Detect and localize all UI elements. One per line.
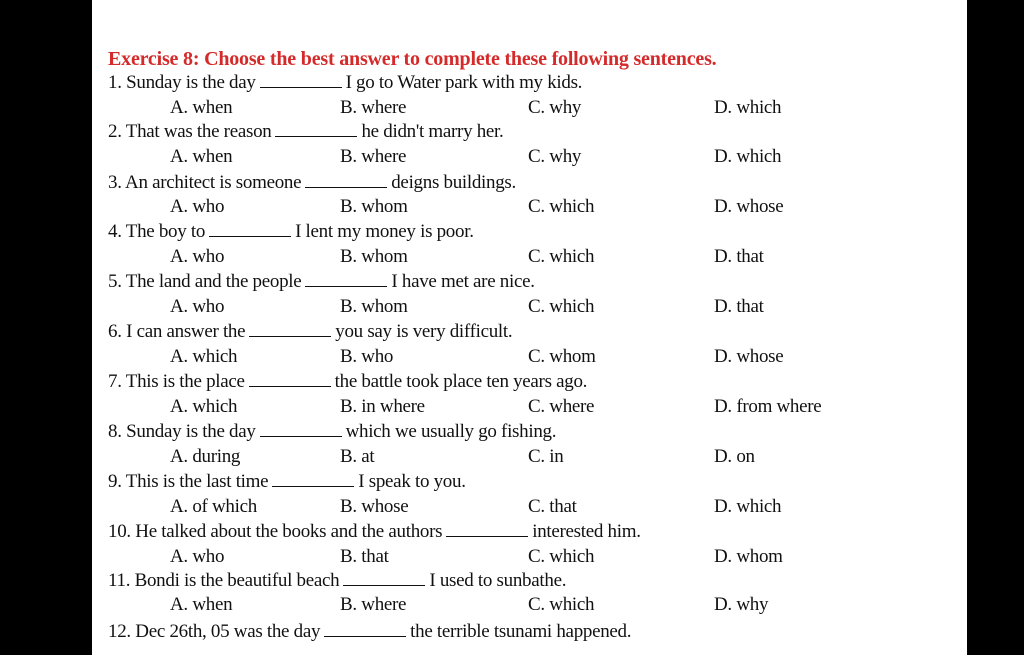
option-b: B. whose	[340, 496, 409, 517]
question-6	[108, 321, 512, 343]
question-text-before: 2. That was the reason	[108, 121, 272, 142]
option-d: D. that	[714, 246, 764, 267]
question-9	[108, 471, 466, 493]
question-text-after: you say is very difficult.	[335, 321, 513, 342]
option-a: A. of which	[170, 496, 257, 517]
answer-blank	[272, 485, 354, 487]
question-text-before: 3. An architect is someone	[108, 172, 302, 193]
option-a: A. when	[170, 146, 233, 167]
option-d: D. whose	[714, 196, 784, 217]
question-8	[108, 421, 556, 443]
option-d: D. from where	[714, 396, 822, 417]
option-a: A. who	[170, 296, 225, 317]
option-d: D. whom	[714, 546, 783, 567]
option-a: A. during	[170, 446, 241, 467]
exercise-title: Exercise 8: Choose the best answer to complete these following sentences.	[108, 48, 717, 70]
question-11	[108, 570, 566, 592]
option-b: B. whom	[340, 296, 408, 317]
question-1	[108, 72, 582, 94]
answer-blank	[249, 385, 331, 387]
question-text-before: 4. The boy to	[108, 221, 206, 242]
option-c: C. which	[528, 594, 595, 615]
question-10	[108, 521, 641, 543]
question-text-after: he didn't marry her.	[361, 121, 504, 142]
worksheet-page	[92, 0, 967, 655]
question-text-after: I lent my money is poor.	[295, 221, 474, 242]
option-d: D. which	[714, 496, 782, 517]
question-12	[108, 621, 631, 643]
answer-blank	[260, 86, 342, 88]
option-d: D. which	[714, 97, 782, 118]
question-text-after: which we usually go fishing.	[345, 421, 557, 442]
option-a: A. which	[170, 396, 238, 417]
question-text-after: I used to sunbathe.	[429, 570, 567, 591]
option-d: D. that	[714, 296, 764, 317]
option-b: B. at	[340, 446, 375, 467]
option-d: D. why	[714, 594, 769, 615]
answer-blank	[446, 535, 528, 537]
question-text-before: 8. Sunday is the day	[108, 421, 256, 442]
option-b: B. that	[340, 546, 389, 567]
question-text-after: I have met are nice.	[391, 271, 535, 292]
option-c: C. which	[528, 196, 595, 217]
option-a: A. who	[170, 196, 225, 217]
option-c: C. why	[528, 146, 582, 167]
option-c: C. which	[528, 246, 595, 267]
option-b: B. who	[340, 346, 394, 367]
question-text-after: the terrible tsunami happened.	[410, 621, 632, 642]
question-7	[108, 371, 587, 393]
option-a: A. when	[170, 594, 233, 615]
question-text-before: 12. Dec 26th, 05 was the day	[108, 621, 321, 642]
question-2	[108, 121, 503, 143]
question-5	[108, 271, 535, 293]
option-c: C. which	[528, 546, 595, 567]
option-c: C. whom	[528, 346, 596, 367]
question-text-after: the battle took place ten years ago.	[334, 371, 588, 392]
option-a: A. which	[170, 346, 238, 367]
option-c: C. why	[528, 97, 582, 118]
question-text-after: I speak to you.	[358, 471, 466, 492]
option-b: B. where	[340, 594, 407, 615]
answer-blank	[324, 635, 406, 637]
answer-blank	[305, 186, 387, 188]
question-text-after: deigns buildings.	[391, 172, 516, 193]
question-text-before: 1. Sunday is the day	[108, 72, 256, 93]
option-a: A. who	[170, 546, 225, 567]
option-c: C. that	[528, 496, 577, 517]
question-text-after: interested him.	[532, 521, 641, 542]
option-c: C. which	[528, 296, 595, 317]
answer-blank	[305, 285, 387, 287]
answer-blank	[275, 135, 357, 137]
option-b: B. whom	[340, 246, 408, 267]
option-d: D. on	[714, 446, 755, 467]
answer-blank	[343, 584, 425, 586]
question-text-before: 6. I can answer the	[108, 321, 246, 342]
question-text-after: I go to Water park with my kids.	[345, 72, 583, 93]
option-d: D. which	[714, 146, 782, 167]
option-d: D. whose	[714, 346, 784, 367]
option-a: A. who	[170, 246, 225, 267]
option-b: B. whom	[340, 196, 408, 217]
option-b: B. where	[340, 146, 407, 167]
option-b: B. where	[340, 97, 407, 118]
answer-blank	[209, 235, 291, 237]
option-c: C. in	[528, 446, 564, 467]
option-c: C. where	[528, 396, 595, 417]
answer-blank	[249, 335, 331, 337]
question-3	[108, 172, 516, 194]
answer-blank	[260, 435, 342, 437]
question-text-before: 5. The land and the people	[108, 271, 302, 292]
question-text-before: 10. He talked about the books and the authors	[108, 521, 443, 542]
option-b: B. in where	[340, 396, 425, 417]
question-4	[108, 221, 474, 243]
question-text-before: 11. Bondi is the beautiful beach	[108, 570, 340, 591]
question-text-before: 9. This is the last time	[108, 471, 269, 492]
question-text-before: 7. This is the place	[108, 371, 245, 392]
option-a: A. when	[170, 97, 233, 118]
